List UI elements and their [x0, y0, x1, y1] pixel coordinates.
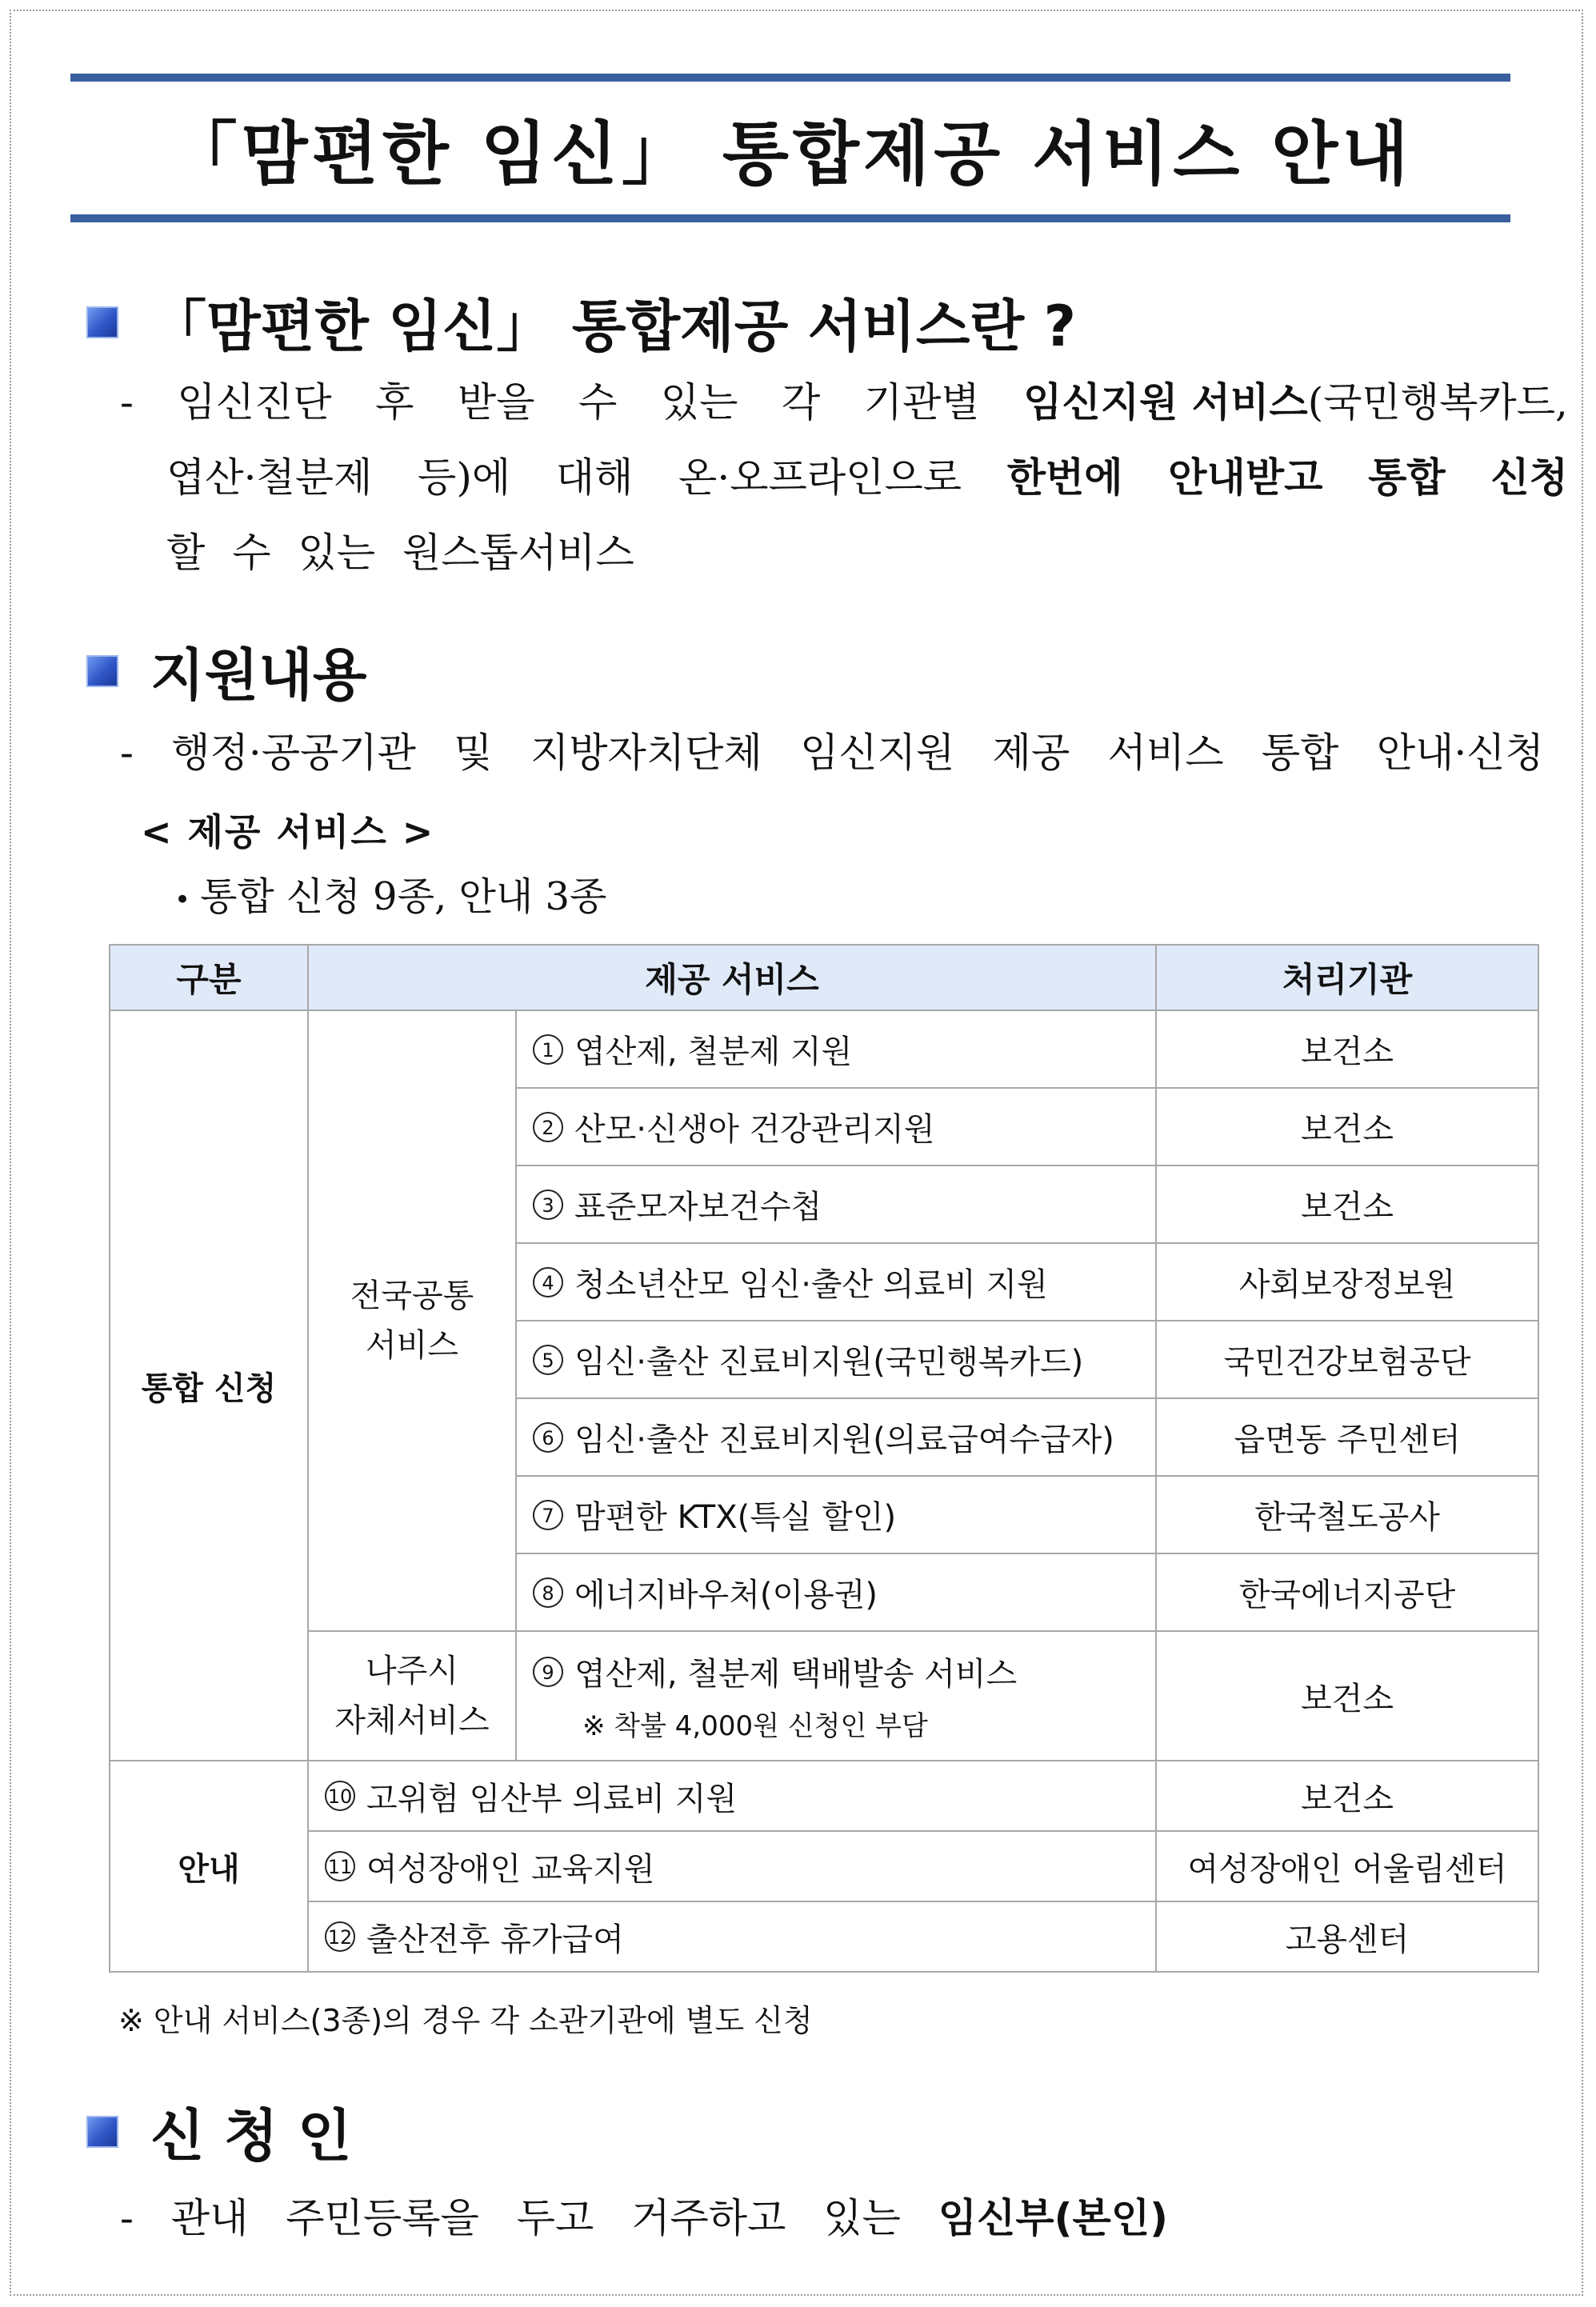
organization-cell: 보건소: [1156, 1761, 1538, 1831]
services-table: [109, 944, 1539, 1973]
dot-icon: •: [174, 883, 191, 916]
word: 거주하고: [631, 2195, 786, 2241]
circled-number: 2: [533, 1112, 563, 1142]
table-row: [110, 1010, 1538, 1088]
dash-mark: -: [120, 730, 134, 776]
service-name: 고위험 임산부 의료비 지원: [366, 1780, 738, 1817]
intro-line-3: [120, 515, 1568, 590]
subcategory-line: 서비스: [366, 1327, 458, 1364]
service-name: 임신·출산 진료비지원(의료급여수급자): [574, 1421, 1114, 1458]
document-title: 「맘편한 임신」 통합제공 서비스 안내: [168, 114, 1413, 194]
service-cell: [516, 1165, 1156, 1243]
word: 있는: [823, 2195, 901, 2241]
dash-mark: -: [120, 379, 134, 426]
section-heading-text: 신 청 인: [150, 2103, 352, 2169]
bold-word: 안내받고: [1168, 454, 1323, 501]
emphasis-phrase: [1023, 365, 1568, 440]
service-name: 산모·신생아 건강관리지원: [574, 1111, 935, 1148]
header-organization: 처리기관: [1156, 945, 1538, 1010]
word: 대해: [555, 454, 634, 501]
service-cell: [308, 1761, 1156, 1831]
service-name: 에너지바우처(이용권): [574, 1577, 878, 1613]
bold-word: 한번에: [1006, 454, 1123, 501]
service-cell: [516, 1398, 1156, 1476]
word: 있는: [660, 379, 738, 426]
service-cell: [516, 1553, 1156, 1631]
title-top-rule: [70, 74, 1510, 82]
service-name: 엽산제, 철분제 지원: [574, 1034, 853, 1070]
service-name: 임신·출산 진료비지원(국민행복카드): [574, 1344, 1084, 1381]
service-cell: [308, 1901, 1156, 1972]
service-name: 청소년산모 임신·출산 의료비 지원: [574, 1266, 1048, 1303]
intro-line-2: [120, 440, 1568, 515]
circled-number: 3: [533, 1189, 563, 1220]
title-bottom-rule: [70, 214, 1510, 222]
service-cell: [516, 1088, 1156, 1165]
word: 관내: [170, 2195, 249, 2241]
word: 임신지원: [800, 730, 955, 776]
applicant-line: [120, 2181, 1168, 2256]
table-row: [110, 1901, 1538, 1972]
section-heading-applicant: [86, 2091, 352, 2172]
service-name: 표준모자보건수첩: [574, 1189, 822, 1225]
word: 주민등록을: [286, 2195, 479, 2241]
service-cell: [516, 1010, 1156, 1088]
word: 통합: [1261, 730, 1339, 776]
word: 임신진단: [177, 379, 332, 426]
support-line: [120, 715, 1544, 790]
table-row: [110, 1831, 1538, 1901]
subcategory-local: [308, 1631, 516, 1761]
section-heading-text: 지원내용: [150, 642, 367, 708]
word: 받을: [457, 379, 535, 426]
service-cell: [516, 1476, 1156, 1553]
organization-cell: 보건소: [1156, 1010, 1538, 1088]
bold-word: 신청: [1490, 454, 1568, 501]
circled-number: 11: [325, 1851, 355, 1881]
circled-number: 9: [533, 1657, 563, 1687]
word: 서비스: [1107, 730, 1224, 776]
organization-cell: 한국철도공사: [1156, 1476, 1538, 1553]
organization-cell: 보건소: [1156, 1165, 1538, 1243]
subcategory-line: 나주시: [366, 1653, 458, 1689]
square-bullet-icon: [86, 655, 118, 687]
circled-number: 4: [533, 1267, 563, 1297]
circled-number: 7: [533, 1500, 563, 1530]
organization-cell: 보건소: [1156, 1088, 1538, 1165]
word: 등)에: [418, 454, 511, 501]
word: 엽산·철분제: [166, 454, 373, 501]
square-bullet-icon: [86, 306, 118, 338]
organization-cell: 보건소: [1156, 1631, 1538, 1761]
table-row: [110, 1761, 1538, 1831]
section-heading-intro: [86, 282, 1076, 362]
circled-number: 10: [325, 1781, 355, 1811]
provided-services-subheading: < 제공 서비스 >: [141, 810, 435, 854]
service-name: 엽산제, 철분제 택배발송 서비스: [574, 1656, 1018, 1693]
table-header-row: [110, 945, 1538, 1010]
organization-cell: 여성장애인 어울림센터: [1156, 1831, 1538, 1901]
dash-mark: -: [120, 2195, 134, 2241]
section-heading-text: 「맘편한 임신」 통합제공 서비스란 ?: [150, 294, 1077, 359]
word: 온·오프라인으로: [678, 454, 962, 501]
word: 지방자치단체: [530, 730, 762, 776]
circled-number: 1: [533, 1034, 563, 1065]
subcategory-line: 자체서비스: [334, 1702, 490, 1739]
word: 수: [232, 530, 271, 576]
service-name: 맘편한 KTX(특실 할인): [574, 1499, 897, 1536]
category-integrated: 통합 신청: [110, 1010, 308, 1761]
bold-word: 통합: [1368, 454, 1446, 501]
service-cell: [516, 1631, 1156, 1761]
circled-number: 6: [533, 1422, 563, 1453]
word: 안내·신청: [1376, 730, 1544, 776]
word: 있는: [298, 530, 376, 576]
word: 기관별: [863, 379, 980, 426]
service-cell: [308, 1831, 1156, 1901]
service-name: 출산전후 휴가급여: [366, 1921, 624, 1958]
organization-cell: 국민건강보험공단: [1156, 1321, 1538, 1398]
word: 후: [375, 379, 414, 426]
service-cell: [516, 1321, 1156, 1398]
bullet-text: 통합 신청 9종, 안내 3종: [200, 874, 607, 919]
square-bullet-icon: [86, 2116, 118, 2148]
organization-cell: 고용센터: [1156, 1901, 1538, 1972]
word: 행정·공공기관: [171, 730, 416, 776]
word: 각: [781, 379, 821, 426]
word: 두고: [516, 2195, 594, 2241]
intro-line-1: [120, 365, 1568, 440]
service-cell: [516, 1243, 1156, 1321]
organization-cell: 사회보장정보원: [1156, 1243, 1538, 1321]
circled-number: 12: [325, 1921, 355, 1952]
circled-number: 8: [533, 1577, 563, 1608]
word: 제공: [992, 730, 1070, 776]
bold-word: 임신부(본인): [938, 2195, 1168, 2241]
word: (국민행복카드,: [1307, 379, 1568, 426]
bold-text: 임신지원 서비스: [1023, 379, 1308, 426]
word: 및: [454, 730, 493, 776]
circled-number: 5: [533, 1345, 563, 1375]
applicant-paragraph: [120, 2181, 1168, 2256]
header-category: 구분: [110, 945, 308, 1010]
service-note: ※ 착불 4,000원 신청인 부담: [582, 1710, 928, 1742]
services-count-bullet: [174, 866, 606, 921]
support-paragraph: [120, 715, 1544, 790]
category-guidance: 안내: [110, 1761, 308, 1972]
subcategory-line: 전국공통: [350, 1277, 474, 1314]
organization-cell: 읍면동 주민센터: [1156, 1398, 1538, 1476]
word: 할: [166, 530, 206, 576]
table-row: [110, 1631, 1538, 1761]
header-service: 제공 서비스: [308, 945, 1156, 1010]
subcategory-national: [308, 1010, 516, 1631]
section-heading-support: [86, 630, 366, 711]
word: 원스톱서비스: [402, 530, 634, 576]
table-footnote: ※ 안내 서비스(3종)의 경우 각 소관기관에 별도 신청: [118, 2003, 813, 2038]
service-name: 여성장애인 교육지원: [366, 1850, 655, 1888]
intro-paragraph: [120, 365, 1568, 590]
organization-cell: 한국에너지공단: [1156, 1553, 1538, 1631]
word: 수: [578, 379, 618, 426]
